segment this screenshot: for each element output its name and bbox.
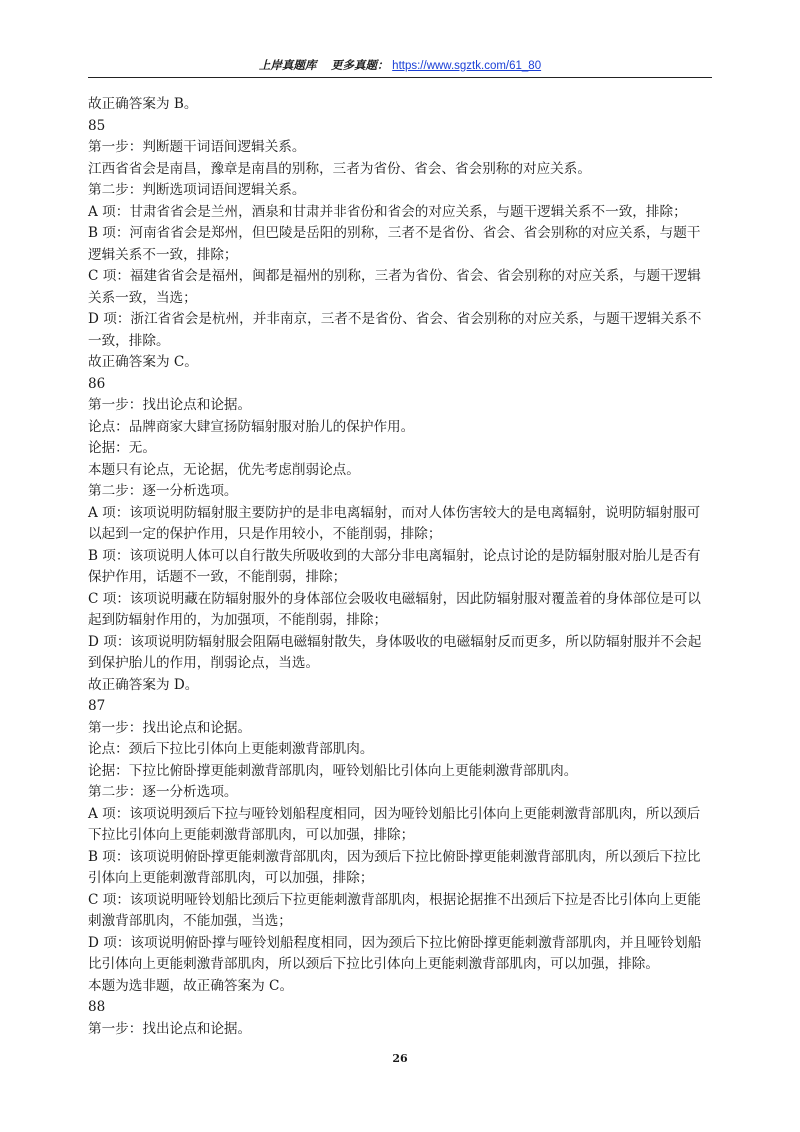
header-url-link[interactable]: https://www.sgztk.com/61_80 xyxy=(392,60,542,72)
text-line: 第一步：找出论点和论据。 xyxy=(88,397,252,413)
answer-line: 本题为选非题，故正确答案为 C。 xyxy=(88,977,294,994)
text-line: 江西省省会是南昌，豫章是南昌的别称，三者为省份、省会、省会别称的对应关系。 xyxy=(88,160,591,177)
page-content xyxy=(88,94,712,1040)
page-number: 26 xyxy=(392,1052,408,1065)
question-number: 86 xyxy=(88,375,106,392)
text-line: 论点：颈后下拉比引体向上更能刺激背部肌肉。 xyxy=(88,741,374,757)
option-line: B 项：该项说明俯卧撑更能刺激背部肌肉，因为颈后下拉比俯卧撑更能刺激背部肌肉，所以颈后下拉比引体向上更能刺激背部肌肉，可以加强，排除； xyxy=(88,848,701,886)
text-line: 第一步：判断题干词语间逻辑关系。 xyxy=(88,139,306,155)
option-line: C 项：该项说明藏在防辐射服外的身体部位会吸收电磁辐射，因此防辐射服对覆盖着的身体部位是可以起到防辐射作用的，为加强项，不能削弱，排除； xyxy=(88,590,701,628)
text-line: 第二步：判断选项词语间逻辑关系。 xyxy=(88,182,306,198)
question-number: 88 xyxy=(88,999,106,1015)
option-line: A 项：该项说明防辐射服主要防护的是非电离辐射，而对人体伤害较大的是电离辐射，说明防辐射服可以起到一定的保护作用，只是作用较小，不能削弱，排除； xyxy=(88,504,701,542)
option-line: A 项：该项说明颈后下拉与哑铃划船程度相同，因为哑铃划船比引体向上更能刺激背部肌肉，所以颈后下拉比引体向上更能刺激背部肌肉，可以加强，排除； xyxy=(88,805,701,843)
option-line: D 项：该项说明防辐射服会阻隔电磁辐射散失，身体吸收的电磁辐射反而更多，所以防辐射服并不会起到保护胎儿的作用，削弱论点，当选。 xyxy=(88,633,702,671)
text-line: 论据：下拉比俯卧撑更能刺激背部肌肉，哑铃划船比引体向上更能刺激背部肌肉。 xyxy=(88,762,578,779)
text-line: 本题只有论点，无论据，优先考虑削弱论点。 xyxy=(88,461,360,478)
header-brand: 上岸真题库 xyxy=(258,58,317,72)
text-line: 第一步：找出论点和论据。 xyxy=(88,1020,252,1037)
answer-line: 故正确答案为 C。 xyxy=(88,354,198,370)
question-number: 87 xyxy=(88,698,106,714)
question-number: 85 xyxy=(88,117,106,134)
answer-line: 故正确答案为 D。 xyxy=(88,676,199,693)
header-divider xyxy=(88,77,712,78)
header-more-label: 更多真题： xyxy=(331,58,389,72)
option-line: C 项：该项说明哑铃划船比颈后下拉更能刺激背部肌肉，根据论据推不出颈后下拉是否比引体向上更能刺激背部肌肉，不能加强，当选； xyxy=(88,891,701,929)
option-line: B 项：该项说明人体可以自行散失所吸收到的大部分非电离辐射，论点讨论的是防辐射服对胎儿是否有保护作用，话题不一致，不能削弱，排除； xyxy=(88,547,701,585)
text-line: 论据：无。 xyxy=(88,440,156,456)
option-line: A 项：甘肃省省会是兰州，酒泉和甘肃并非省份和省会的对应关系，与题干逻辑关系不一致，排除； xyxy=(88,203,687,220)
text-line: 论点：品牌商家大肆宣扬防辐射服对胎儿的保护作用。 xyxy=(88,418,415,435)
option-line: C 项：福建省省会是福州，闽都是福州的别称，三者为省份、省会、省会别称的对应关系，与题干逻辑关系一致，当选； xyxy=(88,268,701,306)
page-header xyxy=(88,57,712,73)
text-line: 第一步：找出论点和论据。 xyxy=(88,719,252,736)
option-line: B 项：河南省省会是郑州，但巴陵是岳阳的别称，三者不是省份、省会、省会别称的对应关系，与题干逻辑关系不一致，排除； xyxy=(88,225,701,263)
option-line: D 项：该项说明俯卧撑与哑铃划船程度相同，因为颈后下拉比俯卧撑更能刺激背部肌肉，并且哑铃划船比引体向上更能刺激背部肌肉，所以颈后下拉比引体向上更能刺激背部肌肉，可以加强，排除。 xyxy=(88,934,702,972)
text-line: 第二步：逐一分析选项。 xyxy=(88,784,238,800)
text-line: 第二步：逐一分析选项。 xyxy=(88,483,238,499)
text-line: 故正确答案为 B。 xyxy=(88,96,198,112)
option-line: D 项：浙江省省会是杭州，并非南京，三者不是省份、省会、省会别称的对应关系，与题干逻辑关系不一致，排除。 xyxy=(88,311,702,349)
